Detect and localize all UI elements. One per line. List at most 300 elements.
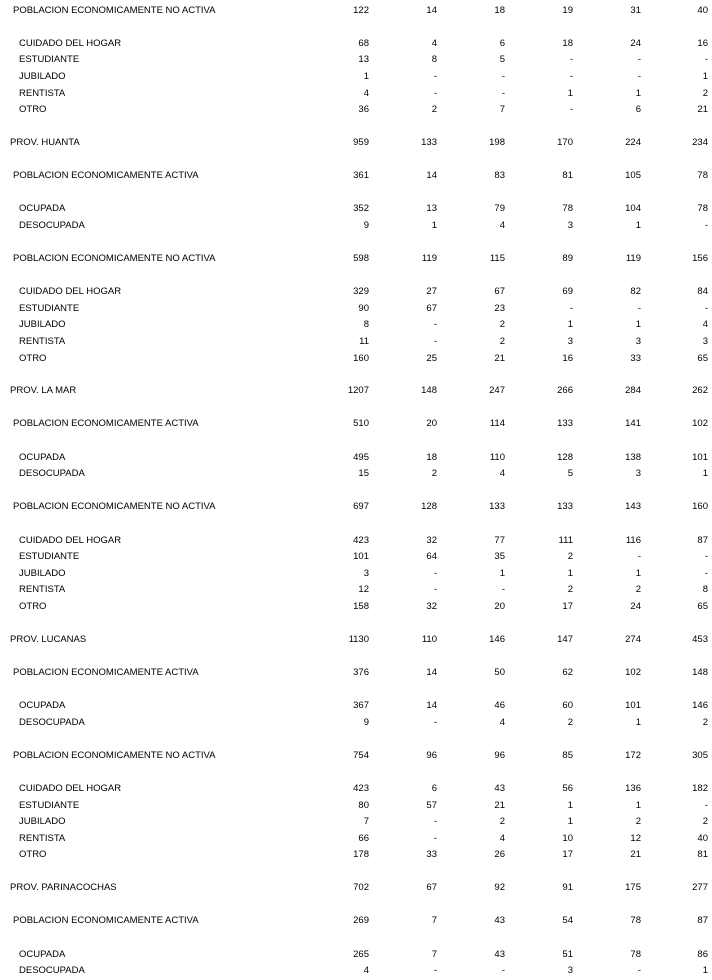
value-cell: 5 xyxy=(567,468,573,479)
value-cell: 105 xyxy=(625,170,641,181)
value-cell: 277 xyxy=(692,882,708,893)
row-label: RENTISTA xyxy=(19,584,66,595)
value-cell: 14 xyxy=(426,170,437,181)
table-row xyxy=(0,319,712,331)
value-cell: 133 xyxy=(489,501,505,512)
value-cell: 495 xyxy=(353,452,369,463)
value-cell: 26 xyxy=(494,849,505,860)
value-cell: 234 xyxy=(692,137,708,148)
value-cell: 10 xyxy=(562,833,573,844)
value-cell: 68 xyxy=(358,38,369,49)
row-label: POBLACION ECONOMICAMENTE NO ACTIVA xyxy=(13,501,216,512)
value-cell: 67 xyxy=(426,882,437,893)
value-cell: 6 xyxy=(499,38,505,49)
value-cell: 3 xyxy=(635,336,641,347)
value-cell: 329 xyxy=(353,286,369,297)
value-cell: 32 xyxy=(426,535,437,546)
row-label: DESOCUPADA xyxy=(19,717,85,728)
row-label: OTRO xyxy=(19,353,47,364)
value-cell: 21 xyxy=(494,353,505,364)
value-cell: 598 xyxy=(353,253,369,264)
table-row xyxy=(0,584,712,596)
value-cell: 18 xyxy=(494,5,505,16)
value-cell: 78 xyxy=(697,170,708,181)
value-cell: 33 xyxy=(630,353,641,364)
table-row xyxy=(0,700,712,712)
value-cell: 175 xyxy=(625,882,641,893)
value-cell: 67 xyxy=(426,303,437,314)
group-row xyxy=(0,501,712,513)
table-row xyxy=(0,54,712,66)
value-cell: - xyxy=(637,551,641,562)
value-cell: 35 xyxy=(494,551,505,562)
value-cell: 141 xyxy=(625,418,641,429)
value-cell: 81 xyxy=(697,849,708,860)
value-cell: - xyxy=(433,717,437,728)
table-row xyxy=(0,336,712,348)
value-cell: 3 xyxy=(567,336,573,347)
value-cell: 36 xyxy=(358,104,369,115)
value-cell: 3 xyxy=(567,220,573,231)
value-cell: 8 xyxy=(702,584,708,595)
value-cell: 17 xyxy=(562,601,573,612)
value-cell: - xyxy=(637,54,641,65)
value-cell: 16 xyxy=(562,353,573,364)
table-row xyxy=(0,833,712,845)
value-cell: 274 xyxy=(625,634,641,645)
value-cell: - xyxy=(433,833,437,844)
value-cell: 1 xyxy=(499,568,505,579)
value-cell: 247 xyxy=(489,385,505,396)
value-cell: 114 xyxy=(489,418,505,429)
value-cell: 51 xyxy=(562,949,573,960)
value-cell: 27 xyxy=(426,286,437,297)
value-cell: 146 xyxy=(692,700,708,711)
row-label: OCUPADA xyxy=(19,700,66,711)
value-cell: 69 xyxy=(562,286,573,297)
value-cell: 4 xyxy=(363,965,369,976)
value-cell: 172 xyxy=(625,750,641,761)
province-row xyxy=(0,385,712,397)
value-cell: 14 xyxy=(426,5,437,16)
value-cell: 81 xyxy=(562,170,573,181)
value-cell: 56 xyxy=(562,783,573,794)
value-cell: 148 xyxy=(421,385,437,396)
value-cell: 16 xyxy=(697,38,708,49)
value-cell: 1 xyxy=(431,220,437,231)
row-label: JUBILADO xyxy=(19,816,66,827)
row-label: ESTUDIANTE xyxy=(19,54,80,65)
value-cell: - xyxy=(433,319,437,330)
value-cell: 17 xyxy=(562,849,573,860)
value-cell: - xyxy=(433,816,437,827)
value-cell: - xyxy=(433,584,437,595)
row-label: ESTUDIANTE xyxy=(19,303,80,314)
value-cell: 4 xyxy=(499,717,505,728)
value-cell: - xyxy=(704,551,708,562)
value-cell: 7 xyxy=(499,104,505,115)
value-cell: 50 xyxy=(494,667,505,678)
row-label: OTRO xyxy=(19,104,47,115)
value-cell: 7 xyxy=(431,949,437,960)
group-row xyxy=(0,750,712,762)
value-cell: - xyxy=(637,303,641,314)
value-cell: 138 xyxy=(625,452,641,463)
value-cell: 2 xyxy=(702,816,708,827)
table-row xyxy=(0,717,712,729)
value-cell: 133 xyxy=(421,137,437,148)
value-cell: 8 xyxy=(431,54,437,65)
value-cell: 4 xyxy=(499,468,505,479)
value-cell: 376 xyxy=(353,667,369,678)
row-label: DESOCUPADA xyxy=(19,965,85,976)
value-cell: - xyxy=(433,336,437,347)
table-row xyxy=(0,468,712,480)
value-cell: 119 xyxy=(625,253,641,264)
value-cell: 1 xyxy=(702,71,708,82)
value-cell: 24 xyxy=(630,38,641,49)
value-cell: 87 xyxy=(697,535,708,546)
value-cell: 7 xyxy=(363,816,369,827)
value-cell: 111 xyxy=(558,535,573,546)
value-cell: 24 xyxy=(630,601,641,612)
row-label: DESOCUPADA xyxy=(19,220,85,231)
value-cell: - xyxy=(433,568,437,579)
value-cell: 60 xyxy=(562,700,573,711)
value-cell: 4 xyxy=(702,319,708,330)
value-cell: 21 xyxy=(630,849,641,860)
value-cell: 122 xyxy=(353,5,369,16)
value-cell: 12 xyxy=(358,584,369,595)
value-cell: 1 xyxy=(635,800,641,811)
row-label: RENTISTA xyxy=(19,336,66,347)
value-cell: 1 xyxy=(635,568,641,579)
value-cell: 78 xyxy=(697,203,708,214)
value-cell: 6 xyxy=(635,104,641,115)
value-cell: - xyxy=(433,71,437,82)
value-cell: 119 xyxy=(421,253,437,264)
row-label: OCUPADA xyxy=(19,203,66,214)
value-cell: 367 xyxy=(353,700,369,711)
value-cell: 110 xyxy=(489,452,505,463)
value-cell: 77 xyxy=(494,535,505,546)
row-label: POBLACION ECONOMICAMENTE NO ACTIVA xyxy=(13,253,216,264)
table-row xyxy=(0,203,712,215)
value-cell: 78 xyxy=(630,949,641,960)
value-cell: 266 xyxy=(557,385,573,396)
group-row xyxy=(0,170,712,182)
table-row xyxy=(0,535,712,547)
value-cell: 352 xyxy=(353,203,369,214)
value-cell: 19 xyxy=(562,5,573,16)
value-cell: 754 xyxy=(353,750,369,761)
group-row xyxy=(0,915,712,927)
value-cell: - xyxy=(433,88,437,99)
value-cell: 32 xyxy=(426,601,437,612)
value-cell: 14 xyxy=(426,667,437,678)
value-cell: 8 xyxy=(363,319,369,330)
value-cell: 423 xyxy=(353,535,369,546)
value-cell: 3 xyxy=(363,568,369,579)
value-cell: 2 xyxy=(702,717,708,728)
value-cell: 453 xyxy=(692,634,708,645)
value-cell: 702 xyxy=(353,882,369,893)
value-cell: 3 xyxy=(702,336,708,347)
value-cell: 116 xyxy=(625,535,641,546)
row-label: JUBILADO xyxy=(19,71,66,82)
row-label: ESTUDIANTE xyxy=(19,551,80,562)
province-row xyxy=(0,137,712,149)
value-cell: - xyxy=(637,965,641,976)
table-row xyxy=(0,38,712,50)
value-cell: 85 xyxy=(562,750,573,761)
row-label: POBLACION ECONOMICAMENTE ACTIVA xyxy=(13,915,199,926)
value-cell: - xyxy=(501,88,505,99)
value-cell: 133 xyxy=(557,418,573,429)
value-cell: 54 xyxy=(562,915,573,926)
value-cell: 20 xyxy=(494,601,505,612)
value-cell: 101 xyxy=(625,700,641,711)
value-cell: 510 xyxy=(353,418,369,429)
table-row xyxy=(0,551,712,563)
row-label: PROV. PARINACOCHAS xyxy=(10,882,117,893)
value-cell: 697 xyxy=(353,501,369,512)
value-cell: 284 xyxy=(625,385,641,396)
value-cell: 1207 xyxy=(347,385,369,396)
value-cell: 5 xyxy=(499,54,505,65)
value-cell: 104 xyxy=(625,203,641,214)
value-cell: 82 xyxy=(630,286,641,297)
value-cell: - xyxy=(704,54,708,65)
value-cell: 78 xyxy=(630,915,641,926)
value-cell: 2 xyxy=(499,816,505,827)
value-cell: 3 xyxy=(635,468,641,479)
group-row xyxy=(0,418,712,430)
value-cell: - xyxy=(501,584,505,595)
table-row xyxy=(0,849,712,861)
value-cell: 1 xyxy=(635,220,641,231)
value-cell: 1 xyxy=(567,816,573,827)
value-cell: 269 xyxy=(353,915,369,926)
value-cell: 147 xyxy=(557,634,573,645)
value-cell: - xyxy=(704,568,708,579)
value-cell: 265 xyxy=(353,949,369,960)
value-cell: 84 xyxy=(697,286,708,297)
value-cell: 2 xyxy=(499,319,505,330)
row-label: CUIDADO DEL HOGAR xyxy=(19,286,122,297)
row-label: CUIDADO DEL HOGAR xyxy=(19,535,122,546)
row-label: POBLACION ECONOMICAMENTE NO ACTIVA xyxy=(13,5,216,16)
value-cell: 262 xyxy=(692,385,708,396)
value-cell: 18 xyxy=(562,38,573,49)
value-cell: 361 xyxy=(353,170,369,181)
value-cell: 2 xyxy=(635,816,641,827)
value-cell: 3 xyxy=(567,965,573,976)
value-cell: 62 xyxy=(562,667,573,678)
value-cell: 15 xyxy=(358,468,369,479)
value-cell: 31 xyxy=(630,5,641,16)
value-cell: 170 xyxy=(557,137,573,148)
value-cell: 1 xyxy=(363,71,369,82)
table-row xyxy=(0,783,712,795)
value-cell: 224 xyxy=(625,137,641,148)
value-cell: 101 xyxy=(353,551,369,562)
value-cell: 87 xyxy=(697,915,708,926)
value-cell: 86 xyxy=(697,949,708,960)
value-cell: 305 xyxy=(692,750,708,761)
value-cell: 67 xyxy=(494,286,505,297)
value-cell: 160 xyxy=(353,353,369,364)
value-cell: 12 xyxy=(630,833,641,844)
value-cell: 146 xyxy=(489,634,505,645)
value-cell: 13 xyxy=(358,54,369,65)
value-cell: 1 xyxy=(567,319,573,330)
province-row xyxy=(0,882,712,894)
value-cell: 33 xyxy=(426,849,437,860)
table-row xyxy=(0,71,712,83)
value-cell: 2 xyxy=(499,336,505,347)
value-cell: 18 xyxy=(426,452,437,463)
value-cell: 2 xyxy=(702,88,708,99)
value-cell: 89 xyxy=(562,253,573,264)
value-cell: 92 xyxy=(494,882,505,893)
row-label: RENTISTA xyxy=(19,88,66,99)
value-cell: 156 xyxy=(692,253,708,264)
value-cell: 43 xyxy=(494,783,505,794)
row-label: ESTUDIANTE xyxy=(19,800,80,811)
group-row xyxy=(0,5,712,17)
row-label: POBLACION ECONOMICAMENTE ACTIVA xyxy=(13,170,199,181)
value-cell: 96 xyxy=(426,750,437,761)
value-cell: 83 xyxy=(494,170,505,181)
value-cell: 1130 xyxy=(348,634,369,645)
row-label: OTRO xyxy=(19,601,47,612)
value-cell: 40 xyxy=(697,833,708,844)
row-label: OTRO xyxy=(19,849,47,860)
value-cell: 43 xyxy=(494,915,505,926)
row-label: OCUPADA xyxy=(19,949,66,960)
value-cell: 101 xyxy=(692,452,708,463)
row-label: OCUPADA xyxy=(19,452,66,463)
value-cell: 11 xyxy=(359,336,369,347)
value-cell: 423 xyxy=(353,783,369,794)
value-cell: 2 xyxy=(567,717,573,728)
value-cell: 25 xyxy=(426,353,437,364)
value-cell: 102 xyxy=(625,667,641,678)
row-label: POBLACION ECONOMICAMENTE ACTIVA xyxy=(13,667,199,678)
value-cell: 128 xyxy=(557,452,573,463)
value-cell: - xyxy=(569,54,573,65)
value-cell: 64 xyxy=(426,551,437,562)
value-cell: 115 xyxy=(489,253,505,264)
value-cell: 20 xyxy=(426,418,437,429)
value-cell: - xyxy=(637,71,641,82)
value-cell: 4 xyxy=(431,38,437,49)
value-cell: 198 xyxy=(489,137,505,148)
value-cell: 43 xyxy=(494,949,505,960)
table-row xyxy=(0,568,712,580)
province-row xyxy=(0,634,712,646)
value-cell: 57 xyxy=(426,800,437,811)
value-cell: 78 xyxy=(562,203,573,214)
row-label: CUIDADO DEL HOGAR xyxy=(19,38,122,49)
value-cell: 80 xyxy=(358,800,369,811)
table-row xyxy=(0,452,712,464)
table-row xyxy=(0,601,712,613)
value-cell: - xyxy=(433,965,437,976)
value-cell: 128 xyxy=(421,501,437,512)
table-row xyxy=(0,88,712,100)
value-cell: 178 xyxy=(353,849,369,860)
group-row xyxy=(0,253,712,265)
row-label: RENTISTA xyxy=(19,833,66,844)
value-cell: 1 xyxy=(567,568,573,579)
table-row xyxy=(0,353,712,365)
row-label: JUBILADO xyxy=(19,319,66,330)
group-row xyxy=(0,667,712,679)
value-cell: 66 xyxy=(358,833,369,844)
value-cell: 158 xyxy=(353,601,369,612)
value-cell: 4 xyxy=(363,88,369,99)
value-cell: 6 xyxy=(431,783,437,794)
value-cell: 13 xyxy=(426,203,437,214)
value-cell: 1 xyxy=(567,800,573,811)
value-cell: 91 xyxy=(562,882,573,893)
value-cell: 1 xyxy=(635,717,641,728)
value-cell: 40 xyxy=(697,5,708,16)
value-cell: 2 xyxy=(635,584,641,595)
table-row xyxy=(0,949,712,961)
value-cell: 46 xyxy=(494,700,505,711)
value-cell: - xyxy=(704,303,708,314)
value-cell: 21 xyxy=(494,800,505,811)
value-cell: 9 xyxy=(363,220,369,231)
row-label: PROV. HUANTA xyxy=(10,137,80,148)
value-cell: 160 xyxy=(692,501,708,512)
table-row xyxy=(0,800,712,812)
row-label: DESOCUPADA xyxy=(19,468,85,479)
row-label: JUBILADO xyxy=(19,568,66,579)
table-row xyxy=(0,965,712,977)
value-cell: 4 xyxy=(499,220,505,231)
value-cell: 102 xyxy=(692,418,708,429)
row-label: CUIDADO DEL HOGAR xyxy=(19,783,122,794)
value-cell: 7 xyxy=(431,915,437,926)
value-cell: 2 xyxy=(431,104,437,115)
value-cell: 1 xyxy=(702,965,708,976)
value-cell: 4 xyxy=(499,833,505,844)
value-cell: 1 xyxy=(635,319,641,330)
row-label: PROV. LA MAR xyxy=(10,385,77,396)
table-row xyxy=(0,286,712,298)
value-cell: - xyxy=(569,104,573,115)
table-row xyxy=(0,220,712,232)
value-cell: 143 xyxy=(625,501,641,512)
value-cell: 1 xyxy=(702,468,708,479)
value-cell: 1 xyxy=(635,88,641,99)
value-cell: - xyxy=(501,965,505,976)
value-cell: 79 xyxy=(494,203,505,214)
value-cell: - xyxy=(704,800,708,811)
row-label: POBLACION ECONOMICAMENTE ACTIVA xyxy=(13,418,199,429)
value-cell: - xyxy=(569,303,573,314)
value-cell: 65 xyxy=(697,601,708,612)
value-cell: 2 xyxy=(431,468,437,479)
value-cell: 23 xyxy=(494,303,505,314)
value-cell: 65 xyxy=(697,353,708,364)
value-cell: 182 xyxy=(692,783,708,794)
value-cell: 14 xyxy=(426,700,437,711)
